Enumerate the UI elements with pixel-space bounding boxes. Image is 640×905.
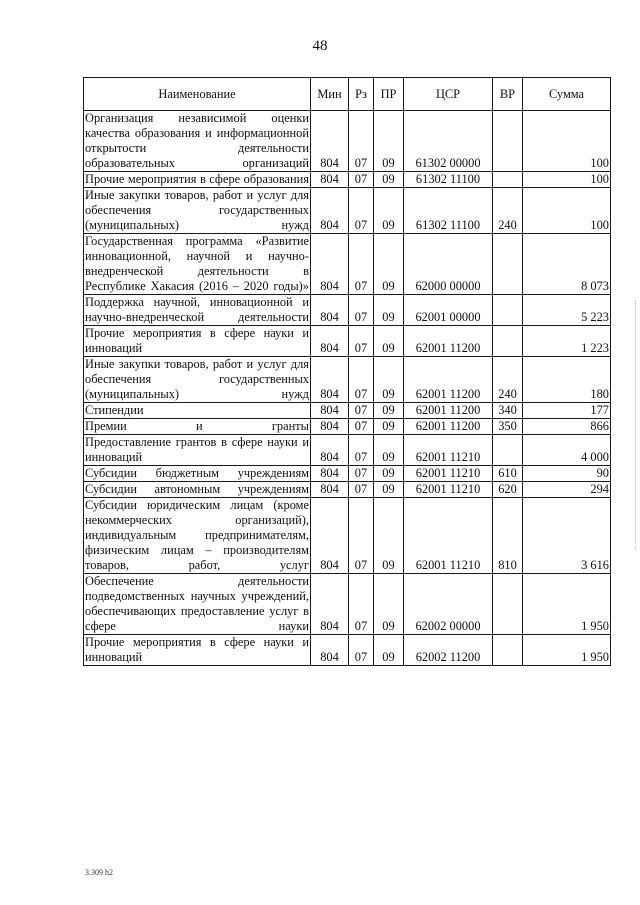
row-min: 804 [311, 326, 349, 357]
row-csr: 62002 00000 [404, 574, 493, 635]
row-vr: 350 [493, 419, 523, 435]
row-vr: 340 [493, 403, 523, 419]
row-sum: 1 950 [523, 635, 611, 666]
table-row [84, 635, 611, 666]
table-row [84, 172, 611, 188]
row-sum: 4 000 [523, 435, 611, 466]
row-pr: 09 [374, 234, 404, 295]
row-csr: 62001 11200 [404, 419, 493, 435]
row-vr [493, 295, 523, 326]
row-rz: 07 [349, 403, 374, 419]
row-csr: 62002 11200 [404, 635, 493, 666]
row-pr: 09 [374, 498, 404, 574]
row-rz: 07 [349, 482, 374, 498]
row-pr: 09 [374, 357, 404, 403]
row-sum: 1 223 [523, 326, 611, 357]
table-row [84, 498, 611, 574]
row-sum: 866 [523, 419, 611, 435]
row-name: Субсидии бюджетным учреждениям [85, 466, 309, 480]
row-name: Прочие мероприятия в сфере науки и инноваций [85, 635, 309, 664]
row-name: Субсидии автономным учреждениям [85, 482, 309, 496]
row-pr: 09 [374, 419, 404, 435]
row-rz: 07 [349, 635, 374, 666]
row-sum: 177 [523, 403, 611, 419]
row-csr: 61302 00000 [404, 111, 493, 172]
row-csr: 62001 00000 [404, 295, 493, 326]
table-row [84, 466, 611, 482]
row-sum: 5 223 [523, 295, 611, 326]
footer-code: 3.309 h2 [85, 868, 113, 877]
row-csr: 61302 11100 [404, 172, 493, 188]
row-name: Поддержка научной, инновационной и научно-внедренческой деятельности [85, 295, 309, 324]
row-rz: 07 [349, 435, 374, 466]
row-min: 804 [311, 574, 349, 635]
row-pr: 09 [374, 295, 404, 326]
row-vr [493, 234, 523, 295]
row-name: Иные закупки товаров, работ и услуг для обеспечения государственных (муниципальных) нужд [85, 357, 309, 401]
row-sum: 3 616 [523, 498, 611, 574]
table-header-row [84, 78, 611, 111]
row-sum: 100 [523, 172, 611, 188]
row-rz: 07 [349, 498, 374, 574]
row-pr: 09 [374, 172, 404, 188]
row-name: Организация независимой оценки качества образования и информационной открытости деятельности образовательных организаций [85, 111, 309, 170]
row-rz: 07 [349, 295, 374, 326]
row-csr: 62001 11200 [404, 326, 493, 357]
column-header-name: Наименование [84, 78, 311, 111]
table-row [84, 482, 611, 498]
row-min: 804 [311, 111, 349, 172]
row-sum: 294 [523, 482, 611, 498]
row-pr: 09 [374, 482, 404, 498]
row-min: 804 [311, 172, 349, 188]
row-csr: 62001 11210 [404, 466, 493, 482]
row-pr: 09 [374, 466, 404, 482]
row-min: 804 [311, 498, 349, 574]
row-rz: 07 [349, 574, 374, 635]
row-sum: 100 [523, 111, 611, 172]
row-name: Премии и гранты [85, 419, 309, 433]
row-pr: 09 [374, 635, 404, 666]
table-row [84, 111, 611, 172]
column-header-csr: ЦСР [404, 78, 493, 111]
row-min: 804 [311, 188, 349, 234]
column-header-sum: Сумма [523, 78, 611, 111]
row-min: 804 [311, 466, 349, 482]
row-rz: 07 [349, 326, 374, 357]
row-vr [493, 111, 523, 172]
row-rz: 07 [349, 419, 374, 435]
table-row [84, 574, 611, 635]
row-vr: 620 [493, 482, 523, 498]
row-pr: 09 [374, 188, 404, 234]
table-row [84, 357, 611, 403]
row-vr [493, 326, 523, 357]
row-csr: 62001 11210 [404, 435, 493, 466]
row-vr [493, 435, 523, 466]
column-header-rz: Рз [349, 78, 374, 111]
row-vr [493, 172, 523, 188]
row-min: 804 [311, 234, 349, 295]
row-min: 804 [311, 295, 349, 326]
row-csr: 61302 11100 [404, 188, 493, 234]
table-row [84, 435, 611, 466]
row-min: 804 [311, 403, 349, 419]
table-row [84, 419, 611, 435]
row-vr: 240 [493, 188, 523, 234]
row-name: Иные закупки товаров, работ и услуг для обеспечения государственных (муниципальных) нужд [85, 188, 309, 232]
row-sum: 100 [523, 188, 611, 234]
row-name: Обеспечение деятельности подведомственных научных учреждений, обеспечивающих предоставление услуг в сфере науки [85, 574, 309, 633]
row-sum: 180 [523, 357, 611, 403]
row-vr: 240 [493, 357, 523, 403]
row-vr [493, 574, 523, 635]
row-pr: 09 [374, 574, 404, 635]
column-header-vr: ВР [493, 78, 523, 111]
row-name: Прочие мероприятия в сфере образования [85, 172, 309, 186]
row-pr: 09 [374, 326, 404, 357]
row-pr: 09 [374, 403, 404, 419]
row-vr: 610 [493, 466, 523, 482]
row-min: 804 [311, 635, 349, 666]
row-csr: 62000 00000 [404, 234, 493, 295]
row-csr: 62001 11210 [404, 482, 493, 498]
table-row [84, 403, 611, 419]
row-min: 804 [311, 435, 349, 466]
row-rz: 07 [349, 172, 374, 188]
row-sum: 8 073 [523, 234, 611, 295]
row-rz: 07 [349, 234, 374, 295]
table-row [84, 188, 611, 234]
row-rz: 07 [349, 111, 374, 172]
row-csr: 62001 11210 [404, 498, 493, 574]
table-row [84, 326, 611, 357]
row-csr: 62001 11200 [404, 403, 493, 419]
row-sum: 90 [523, 466, 611, 482]
row-pr: 09 [374, 435, 404, 466]
row-rz: 07 [349, 188, 374, 234]
row-rz: 07 [349, 466, 374, 482]
table-row [84, 234, 611, 295]
page-number: 48 [312, 38, 328, 54]
column-header-min: Мин [311, 78, 349, 111]
scan-edge-artifact [634, 300, 636, 550]
row-vr: 810 [493, 498, 523, 574]
row-name: Прочие мероприятия в сфере науки и инноваций [85, 326, 309, 355]
row-name: Стипендии [84, 403, 311, 419]
row-rz: 07 [349, 357, 374, 403]
row-min: 804 [311, 419, 349, 435]
row-vr [493, 635, 523, 666]
row-pr: 09 [374, 111, 404, 172]
row-min: 804 [311, 357, 349, 403]
row-name: Государственная программа «Развитие инновационной, научной и научно-внедренческой деятельности в Республике Хакасия (2016 – 2020 годы)» [85, 234, 309, 293]
column-header-pr: ПР [374, 78, 404, 111]
row-name: Субсидии юридическим лицам (кроме некоммерческих организаций), индивидуальным предпринимателям, физическим лицам – производителям товаров, работ, услуг [85, 498, 309, 572]
table-row [84, 295, 611, 326]
row-min: 804 [311, 482, 349, 498]
budget-table [83, 77, 611, 666]
row-name: Предоставление грантов в сфере науки и инноваций [85, 435, 309, 464]
row-csr: 62001 11200 [404, 357, 493, 403]
row-sum: 1 950 [523, 574, 611, 635]
